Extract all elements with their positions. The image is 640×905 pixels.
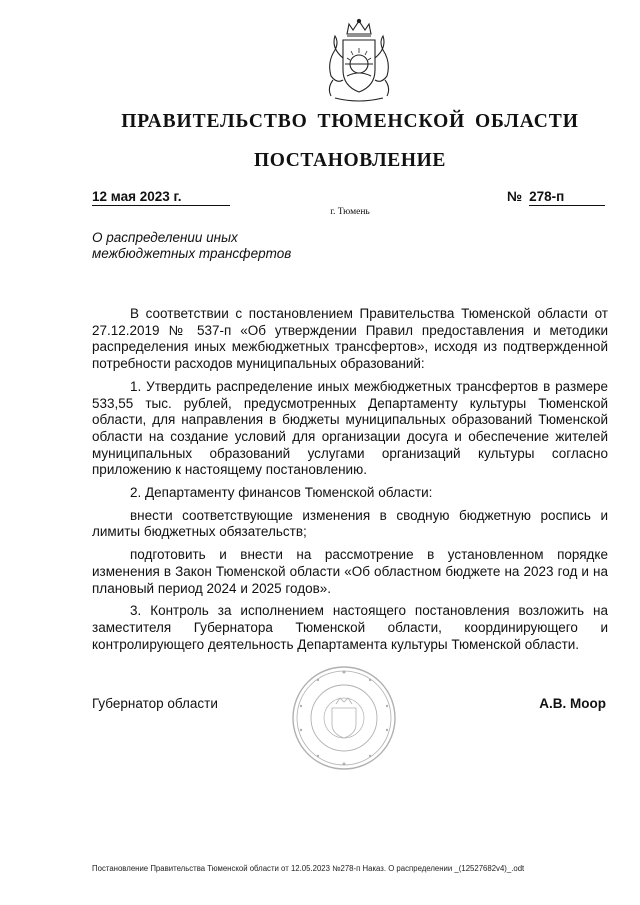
document-number bbox=[507, 189, 605, 206]
item-paragraph-2: 2. Департаменту финансов Тюменской области: bbox=[130, 485, 433, 501]
signatory-name: А.В. Моор bbox=[539, 696, 606, 711]
item-paragraph-2b: подготовить и внести на рассмотрение в установленном порядке изменения в Закон Тюменской области «Об областном бюджете на 2023 год и на плановый период 2024 и 2025 годов». bbox=[92, 547, 608, 596]
item-paragraph-3: 3. Контроль за исполнением настоящего постановления возложить на заместителя Губернатора Тюменской области, координирующего и контролирующего деятельность Департамента культуры Тюменской области. bbox=[92, 603, 608, 652]
government-title: ПРАВИТЕЛЬСТВО ТЮМЕНСКОЙ ОБЛАСТИ bbox=[121, 111, 579, 132]
coat-of-arms-icon bbox=[313, 18, 405, 106]
official-seal-stamp bbox=[290, 664, 398, 772]
number-sign: № bbox=[507, 189, 523, 204]
document-body bbox=[92, 306, 608, 659]
number-value: 278-п bbox=[529, 189, 605, 206]
document-date: 12 мая 2023 г. bbox=[92, 189, 230, 206]
document-type: ПОСТАНОВЛЕНИЕ bbox=[253, 150, 447, 171]
document-subject bbox=[92, 230, 291, 262]
signatory-role: Губернатор области bbox=[92, 696, 218, 711]
subject-line: межбюджетных трансфертов bbox=[92, 246, 292, 261]
preamble-paragraph: В соответствии с постановлением Правительства Тюменской области от 27.12.2019 № 537-п «Об утверждении Правил предоставления и методики распределения иных межбюджетных трансфертов», исходя из подтвержденной потребности расходов муниципальных образований: bbox=[92, 306, 608, 372]
document-footer: Постановление Правительства Тюменской области от 12.05.2023 №278-п Наказ. О распределении _(12527682v4)_.odt bbox=[92, 864, 525, 873]
subject-line: О распределении иных bbox=[92, 230, 238, 245]
city: г. Тюмень bbox=[330, 207, 370, 217]
item-paragraph-2a: внести соответствующие изменения в сводную бюджетную роспись и лимиты бюджетных обязательств; bbox=[92, 507, 608, 540]
item-paragraph-1: 1. Утвердить распределение иных межбюджетных трансфертов в размере 533,55 тыс. рублей, предусмотренных Департаменту культуры Тюменской области, для направления в бюджеты муниципальных образований Тюменской области на создание условий для организации досуга и обеспечение жителей муниципальных образований услугами организаций культуры согласно приложению к настоящему постановлению. bbox=[92, 378, 608, 478]
